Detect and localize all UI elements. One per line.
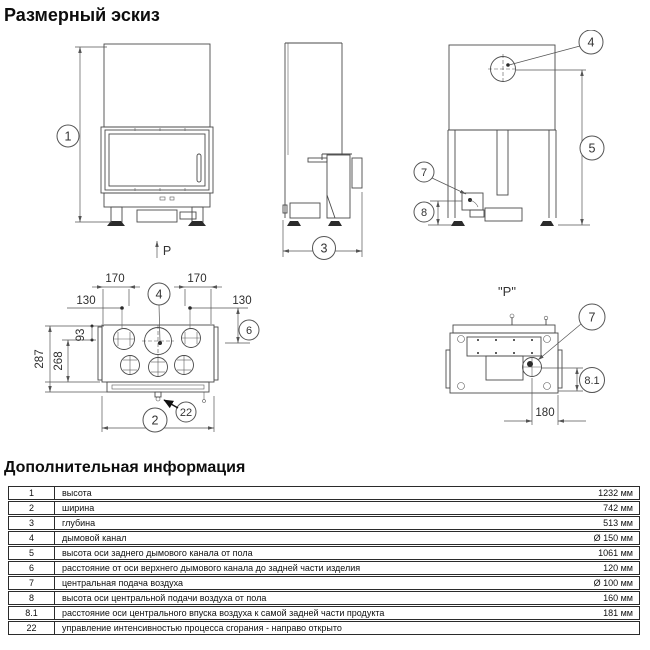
row-value: Ø 150 мм (593, 533, 633, 543)
page-title: Размерный эскиз (4, 5, 160, 25)
row-num: 4 (9, 532, 55, 544)
table-row (8, 546, 640, 560)
callout-1-label: 1 (64, 129, 72, 144)
callout-5-label: 5 (588, 141, 596, 156)
row-num: 5 (9, 547, 55, 559)
table-row (8, 606, 640, 620)
row-desc: глубина (62, 518, 96, 528)
row-desc: ширина (62, 503, 95, 513)
air-inlet-box (462, 193, 483, 210)
dimensions-table (8, 486, 640, 636)
row-desc: управление интенсивностью процесса сгорания - направо открыто (62, 623, 342, 633)
view-side (283, 43, 362, 260)
table-row (8, 531, 640, 545)
view-bottom-p (446, 284, 605, 425)
p-arrow-label: P (162, 244, 172, 258)
row-value: 120 мм (603, 563, 633, 573)
row-num: 22 (9, 622, 55, 634)
row-num: 1 (9, 487, 55, 499)
callout-7-label: 7 (420, 167, 428, 179)
row-value: 742 мм (603, 503, 633, 513)
row-value: Ø 100 мм (593, 578, 633, 588)
view-back (414, 30, 604, 226)
row-desc: высота оси центральной подачи воздуха от пола (62, 593, 267, 603)
dimensional-sketch (0, 30, 650, 460)
table-row (8, 576, 640, 590)
table-row (8, 591, 640, 605)
callout-6-label: 6 (245, 325, 253, 337)
info-title: Дополнительная информация (4, 459, 246, 476)
row-value: 160 мм (603, 593, 633, 603)
row-num: 8 (9, 592, 55, 604)
callout-22-label: 22 (179, 407, 193, 419)
callout-4-top-label: 4 (155, 287, 163, 302)
row-desc: расстояние оси центрального впуска воздуха к самой задней части продукта (62, 608, 385, 618)
row-num: 7 (9, 577, 55, 589)
dim-130-right: 130 (232, 295, 252, 307)
row-num: 8.1 (9, 607, 55, 619)
table-row (8, 501, 640, 515)
callout-4-label: 4 (587, 35, 595, 50)
dim-93: 93 (75, 328, 87, 342)
callout-7-p-label: 7 (588, 310, 596, 325)
dim-170-left: 170 (105, 273, 125, 285)
dim-287: 287 (34, 349, 46, 369)
handle-side (308, 158, 327, 162)
row-desc: центральная подача воздуха (62, 578, 184, 588)
table-row (8, 486, 640, 500)
row-num: 6 (9, 562, 55, 574)
row-num: 3 (9, 517, 55, 529)
control-latch (155, 392, 161, 397)
row-value: 1232 мм (598, 488, 633, 498)
table-row (8, 516, 640, 530)
p-view-title: "P" (498, 284, 516, 299)
row-desc: дымовой канал (62, 533, 127, 543)
row-desc: высота оси заднего дымового канала от пола (62, 548, 253, 558)
dim-170-right: 170 (187, 273, 207, 285)
callout-3-label: 3 (320, 241, 328, 256)
table-row (8, 561, 640, 575)
door-handle (197, 154, 201, 182)
callout-8-1-label: 8.1 (584, 375, 600, 387)
center-duct (497, 130, 508, 195)
view-front (57, 44, 213, 258)
row-value: 513 мм (603, 518, 633, 528)
row-num: 2 (9, 502, 55, 514)
view-top (34, 273, 259, 432)
dim-180: 180 (535, 407, 555, 419)
row-desc: высота (62, 488, 92, 498)
dim-268: 268 (53, 351, 65, 371)
callout-2-label: 2 (151, 413, 159, 428)
row-value: 1061 мм (598, 548, 633, 558)
row-value: 181 мм (603, 608, 633, 618)
callout-8-label: 8 (420, 207, 428, 219)
table-row (8, 621, 640, 635)
dim-130-left: 130 (76, 295, 96, 307)
row-desc: расстояние от оси верхнего дымового канала до задней части изделия (62, 563, 361, 573)
